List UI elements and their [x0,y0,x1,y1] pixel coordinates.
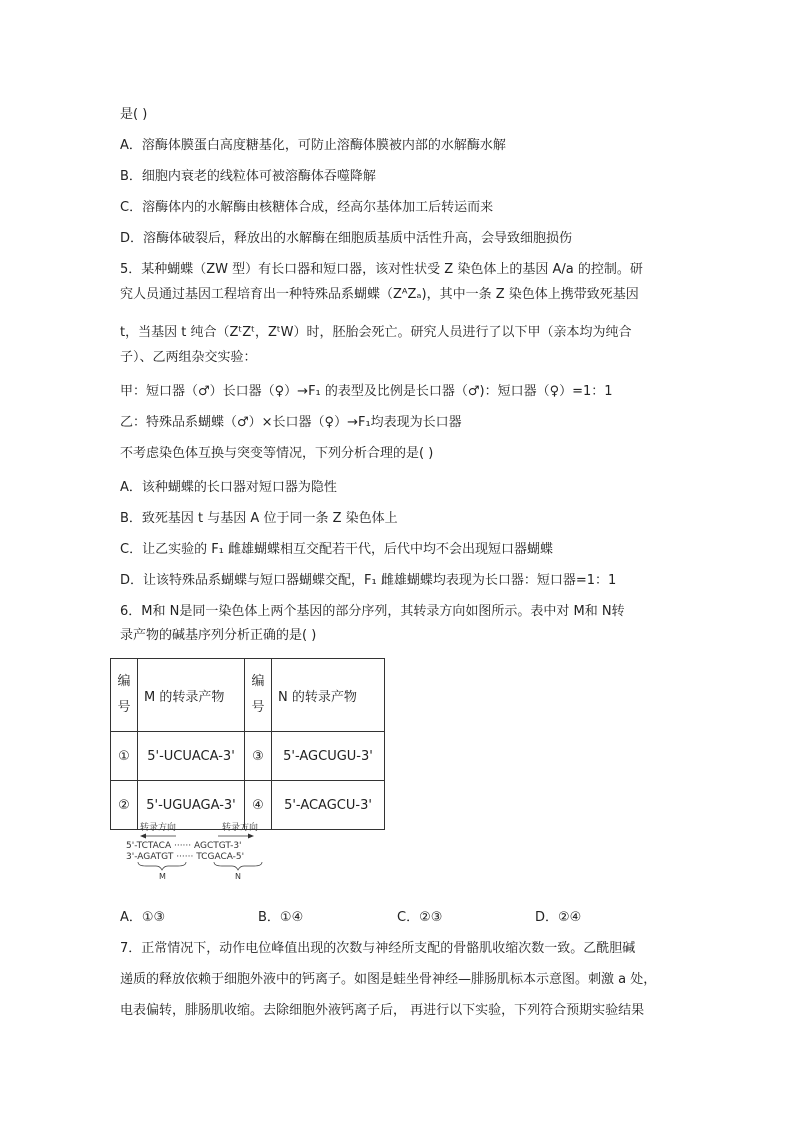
gene-m-label: M [159,872,166,880]
dna-strand-bottom: 3'-AGATGT ······ TCGACA-5' [126,852,245,862]
m-number-header-bottom: 号 [117,700,131,715]
q6-transcript-table [110,658,385,830]
dna-strand-top: 5'-TCTACA ······ AGCTGT-3' [126,841,242,851]
q7-line-3: 电表偏转，腓肠肌收缩。去除细胞外液钙离子后， 再进行以下实验，下列符合预期实验结果 [120,1003,645,1018]
q6-option-c: C．②③ [397,910,443,925]
row-number: ② [111,781,138,830]
n-number-header-top: 编 [251,674,265,689]
q4-option-c: C．溶酶体内的水解酶由核糖体合成，经高尔基体加工后转运而来 [120,200,494,215]
n-sequence-cell: 5'-AGCUGU-3' [272,732,385,781]
q5-option-b: B．致死基因 t 与基因 A 位于同一条 Z 染色体上 [120,511,398,526]
n-sequence-cell: 5'-ACAGCU-3' [272,781,385,830]
q6-option-a: A．①③ [120,910,166,925]
q5-line-4: 子）、乙两组杂交实验： [120,350,257,365]
q7-line-2: 递质的释放依赖于细胞外液中的钙离子。如图是蛙坐骨神经—腓肠肌标本示意图。刺激 a 处， [120,972,657,987]
q7-line-1: 7．正常情况下，动作电位峰值出现的次数与神经所支配的骨骼肌收缩次数一致。乙酰胆碱 [120,941,636,956]
q5-line-2: 究人员通过基因工程培育出一种特殊品系蝴蝶（ZᴬZₐ)，其中一条 Z 染色体上携带致死基因 [120,287,639,302]
arrow-right-icon [218,834,254,839]
q5-line-1: 5．某种蝴蝶（ZW 型）有长口器和短口器，该对性状受 Z 染色体上的基因 A/a 的控制。研 [120,262,643,277]
dna-transcription-diagram [118,820,288,880]
q6-option-b: B．①④ [258,910,304,925]
q6-option-d: D．②④ [535,910,582,925]
m-sequence-cell: 5'-UCUACA-3' [138,732,245,781]
m-sequence-cell: 5'-UGUAGA-3' [138,781,245,830]
q4-option-b: B．细胞内衰老的线粒体可被溶酶体吞噬降解 [120,169,376,184]
m-number-header [111,659,138,732]
direction-label-left: 转录方向 [140,823,177,833]
q5-option-d: D．让该特殊品系蝴蝶与短口器蝴蝶交配，F₁ 雌雄蝴蝶均表现为长口器：短口器=1：1 [120,573,617,588]
direction-label-right: 转录方向 [222,823,259,833]
row-number: ④ [245,781,272,830]
brace-m-icon [138,862,186,870]
n-product-header: N 的转录产物 [272,659,385,732]
q5-option-a: A．该种蝴蝶的长口器对短口器为隐性 [120,480,337,495]
m-number-header-top: 编 [117,674,131,689]
arrow-left-icon [140,834,176,839]
row-number: ① [111,732,138,781]
q5-cross-1: 甲：短口器（♂）长口器（♀）→F₁ 的表型及比例是长口器（♂)：短口器（♀）=1：1 [120,384,613,399]
table-row [111,732,385,781]
q6-line-1: 6．M和 N是同一染色体上两个基因的部分序列，其转录方向如图所示。表中对 M和 N转 [120,604,625,619]
m-product-header: M 的转录产物 [138,659,245,732]
q5-question: 不考虑染色体互换与突变等情况，下列分析合理的是( ) [120,446,434,461]
q5-line-3: t，当基因 t 纯合（ZᵗZᵗ，ZᵗW）时，胚胎会死亡。研究人员进行了以下甲（亲本均为纯合 [120,325,632,340]
brace-n-icon [214,862,262,870]
n-number-header [245,659,272,732]
q4-option-d: D．溶酶体破裂后，释放出的水解酶在细胞质基质中活性升高，会导致细胞损伤 [120,231,573,246]
q6-line-2: 录产物的碱基序列分析正确的是( ) [120,628,317,643]
gene-n-label: N [235,872,241,880]
row-number: ③ [245,732,272,781]
q4-option-a: A．溶酶体膜蛋白高度糖基化，可防止溶酶体膜被内部的水解酶水解 [120,138,506,153]
q4-stem-tail: 是( ) [120,107,148,122]
table-header-row [111,659,385,732]
q5-cross-2: 乙：特殊品系蝴蝶（♂）×长口器（♀）→F₁均表现为长口器 [120,415,462,430]
q5-option-c: C．让乙实验的 F₁ 雌雄蝴蝶相互交配若干代，后代中均不会出现短口器蝴蝶 [120,542,554,557]
n-number-header-bottom: 号 [251,700,265,715]
